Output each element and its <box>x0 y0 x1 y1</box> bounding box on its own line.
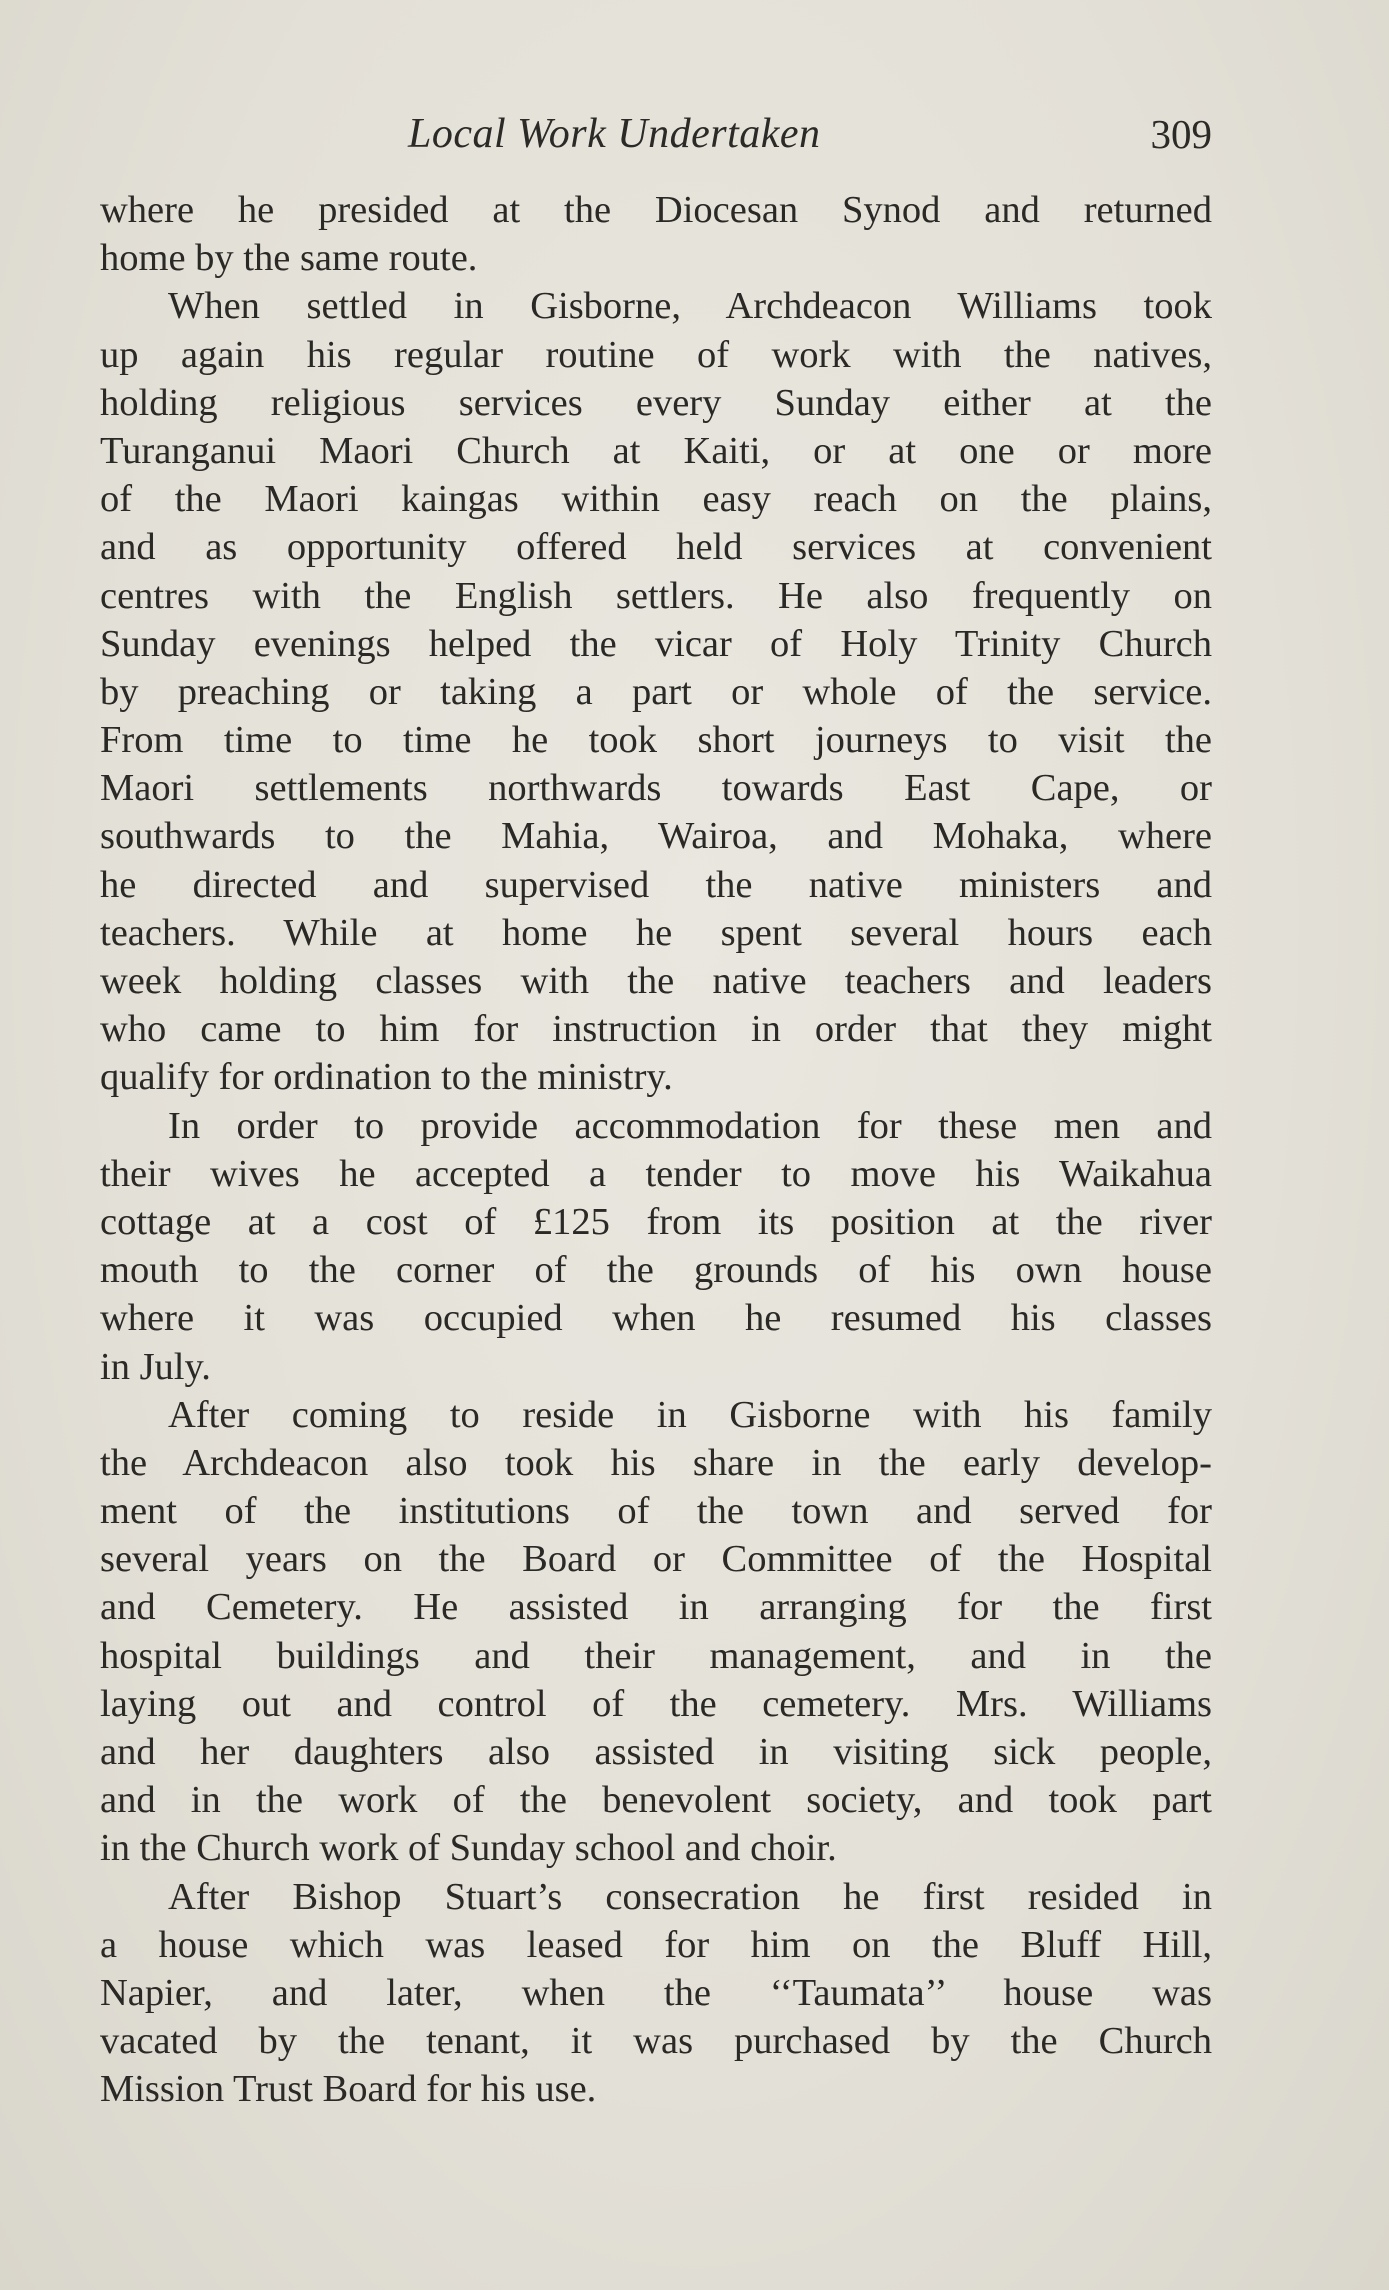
text-line: laying out and control of the cemetery. Mrs. Williams <box>100 1682 1212 1725</box>
text-line: several years on the Board or Committee of the Hospital <box>100 1538 1212 1581</box>
text-line: From time to time he took short journeys to visit the <box>100 719 1212 762</box>
text-line: and her daughters also assisted in visiting sick people, <box>100 1731 1212 1773</box>
text-line: by preaching or taking a part or whole of the service. <box>100 670 1212 713</box>
text-line: week holding classes with the native teachers and leaders <box>100 960 1212 1002</box>
text-line: Sunday evenings helped the vicar of Holy Trinity Church <box>100 622 1212 665</box>
page-number: 309 <box>1150 111 1212 157</box>
text-line: When settled in Gisborne, Archdeacon Williams took <box>168 285 1212 328</box>
text-line: he directed and supervised the native ministers and <box>100 863 1212 906</box>
text-line: mouth to the corner of the grounds of his own house <box>100 1249 1212 1292</box>
text-line: qualify for ordination to the ministry. <box>100 1056 673 1099</box>
text-line: home by the same route. <box>100 237 478 280</box>
text-line: their wives he accepted a tender to move his Waikahua <box>100 1152 1212 1195</box>
text-line: Turanganui Maori Church at Kaiti, or at one or more <box>100 429 1212 472</box>
text-line: vacated by the tenant, it was purchased by the Church <box>100 2020 1212 2063</box>
text-line: After coming to reside in Gisborne with his family <box>168 1393 1212 1436</box>
text-line: centres with the English settlers. He also frequently on <box>100 574 1212 617</box>
text-line: in the Church work of Sunday school and choir. <box>100 1827 837 1870</box>
text-line: holding religious services every Sunday either at the <box>100 381 1212 424</box>
text-line: Napier, and later, when the ‘‘Taumata’’ house was <box>100 1971 1212 2014</box>
paragraph <box>100 1391 1212 1873</box>
text-line: where he presided at the Diocesan Synod and returned <box>100 189 1212 231</box>
text-line: hospital buildings and their management, and in the <box>100 1634 1212 1677</box>
text-line: ment of the institutions of the town and served for <box>100 1490 1212 1533</box>
text-line: a house which was leased for him on the Bluff Hill, <box>100 1923 1212 1966</box>
text-line: and Cemetery. He assisted in arranging for the first <box>100 1586 1212 1629</box>
paragraph <box>100 1102 1212 1391</box>
text-line: In order to provide accommodation for these men and <box>168 1104 1212 1147</box>
paragraph <box>100 282 1212 1101</box>
text-line: in July. <box>100 1345 211 1388</box>
text-line: Maori settlements northwards towards East Cape, or <box>100 767 1212 810</box>
text-line: who came to him for instruction in order that they might <box>100 1008 1212 1051</box>
running-head <box>100 110 1212 166</box>
text-column <box>100 186 1212 2114</box>
text-line: and as opportunity offered held services at convenient <box>100 526 1212 569</box>
text-line: southwards to the Mahia, Wairoa, and Mohaka, where <box>100 815 1212 858</box>
text-line: Mission Trust Board for his use. <box>100 2068 597 2111</box>
text-line: and in the work of the benevolent society, and took part <box>100 1779 1212 1822</box>
text-line: up again his regular routine of work with the natives, <box>100 333 1212 376</box>
text-line: cottage at a cost of £125 from its position at the river <box>100 1200 1212 1243</box>
paragraph <box>100 186 1212 282</box>
paragraph <box>100 1873 1212 2114</box>
text-line: After Bishop Stuart’s consecration he first resided in <box>168 1875 1212 1918</box>
running-title: Local Work Undertaken <box>408 111 821 157</box>
text-line: of the Maori kaingas within easy reach on the plains, <box>100 478 1212 521</box>
text-line: the Archdeacon also took his share in the early develop- <box>100 1441 1212 1484</box>
text-line: teachers. While at home he spent several hours each <box>100 911 1212 954</box>
text-line: where it was occupied when he resumed his classes <box>100 1297 1212 1340</box>
